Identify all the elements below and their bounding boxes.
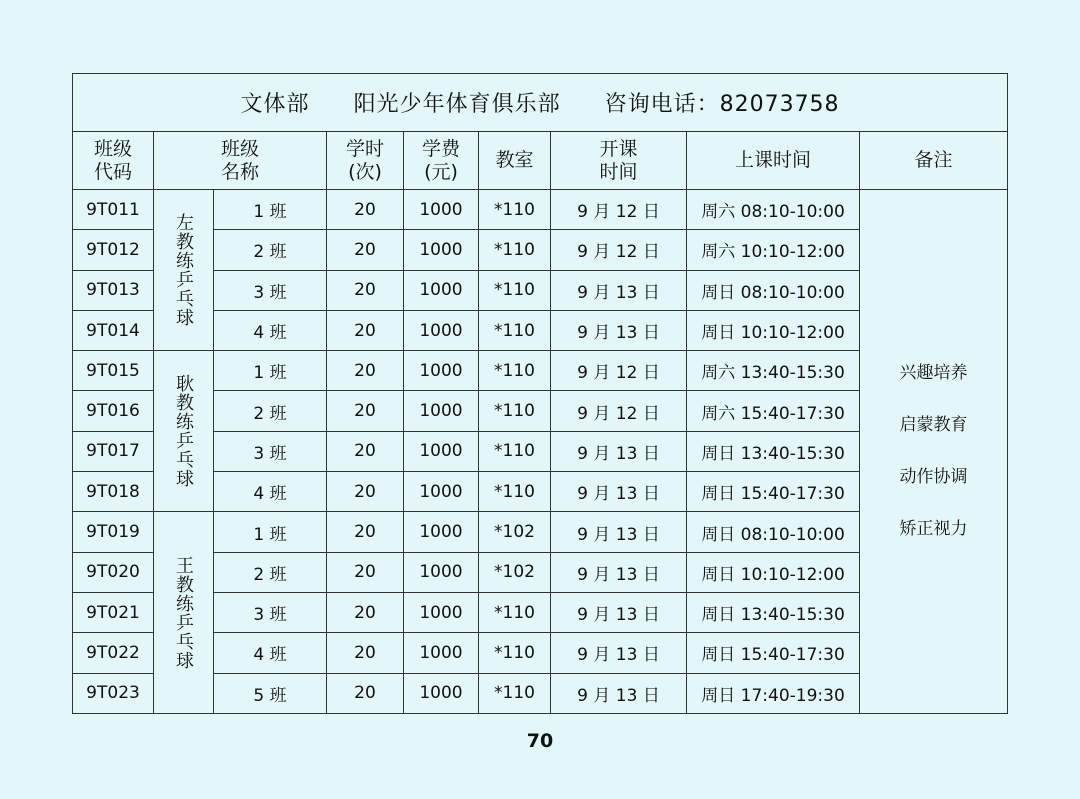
class-hours: 20	[327, 270, 404, 310]
class-fee: 1000	[404, 270, 479, 310]
schedule-sheet	[72, 73, 1007, 721]
class-hours: 20	[327, 351, 404, 391]
class-time: 周六 13:40-15:30	[687, 351, 860, 391]
class-hours: 20	[327, 310, 404, 350]
note-item: 动作协调	[899, 467, 968, 488]
coach-name: 左教练乒乓球	[173, 213, 194, 328]
class-fee: 1000	[404, 230, 479, 270]
class-time: 周日 13:40-15:30	[687, 592, 860, 632]
class-code: 9T023	[73, 673, 154, 713]
class-time: 周日 17:40-19:30	[687, 673, 860, 713]
class-fee: 1000	[404, 190, 479, 230]
classroom: *110	[479, 230, 551, 270]
start-date: 9 月 13 日	[551, 270, 687, 310]
class-code: 9T021	[73, 592, 154, 632]
start-date: 9 月 13 日	[551, 431, 687, 471]
class-hours: 20	[327, 472, 404, 512]
class-schedule-table	[72, 73, 1008, 714]
classroom: *110	[479, 431, 551, 471]
class-name: 3 班	[214, 270, 327, 310]
start-date: 9 月 12 日	[551, 391, 687, 431]
start-date: 9 月 13 日	[551, 552, 687, 592]
class-code: 9T012	[73, 230, 154, 270]
class-name: 5 班	[214, 673, 327, 713]
coach-cell	[154, 351, 214, 512]
class-name: 3 班	[214, 431, 327, 471]
header-fee: 学费 (元)	[404, 132, 479, 190]
class-fee: 1000	[404, 472, 479, 512]
header-start: 开课 时间	[551, 132, 687, 190]
class-hours: 20	[327, 431, 404, 471]
class-name: 1 班	[214, 190, 327, 230]
start-date: 9 月 12 日	[551, 190, 687, 230]
classroom: *110	[479, 472, 551, 512]
classroom: *110	[479, 351, 551, 391]
club-name: 阳光少年体育俱乐部	[353, 92, 561, 117]
class-name: 2 班	[214, 552, 327, 592]
class-name: 4 班	[214, 310, 327, 350]
start-date: 9 月 13 日	[551, 472, 687, 512]
class-time: 周日 15:40-17:30	[687, 633, 860, 673]
class-name: 2 班	[214, 230, 327, 270]
note-item: 矫正视力	[899, 519, 968, 540]
class-fee: 1000	[404, 552, 479, 592]
note-item: 启蒙教育	[899, 415, 968, 436]
header-note: 备注	[860, 132, 1008, 190]
class-time: 周日 10:10-12:00	[687, 310, 860, 350]
table-title	[73, 74, 1008, 132]
class-hours: 20	[327, 391, 404, 431]
table-row	[73, 190, 1008, 230]
start-date: 9 月 13 日	[551, 512, 687, 552]
class-fee: 1000	[404, 633, 479, 673]
start-date: 9 月 12 日	[551, 230, 687, 270]
classroom: *110	[479, 391, 551, 431]
class-name: 3 班	[214, 592, 327, 632]
class-code: 9T016	[73, 391, 154, 431]
class-hours: 20	[327, 230, 404, 270]
class-name: 2 班	[214, 391, 327, 431]
notes-cell	[860, 190, 1008, 714]
class-fee: 1000	[404, 431, 479, 471]
start-date: 9 月 13 日	[551, 633, 687, 673]
start-date: 9 月 13 日	[551, 592, 687, 632]
classroom: *110	[479, 190, 551, 230]
class-fee: 1000	[404, 592, 479, 632]
classroom: *102	[479, 512, 551, 552]
class-hours: 20	[327, 552, 404, 592]
header-hours: 学时 (次)	[327, 132, 404, 190]
class-time: 周日 10:10-12:00	[687, 552, 860, 592]
class-code: 9T017	[73, 431, 154, 471]
phone-info: 咨询电话：82073758	[604, 92, 840, 117]
class-hours: 20	[327, 673, 404, 713]
class-time: 周日 08:10-10:00	[687, 512, 860, 552]
class-name: 1 班	[214, 512, 327, 552]
class-time: 周六 15:40-17:30	[687, 391, 860, 431]
title-row	[73, 74, 1008, 132]
start-date: 9 月 13 日	[551, 310, 687, 350]
class-name: 4 班	[214, 633, 327, 673]
class-code: 9T022	[73, 633, 154, 673]
class-fee: 1000	[404, 391, 479, 431]
header-row	[73, 132, 1008, 190]
classroom: *110	[479, 592, 551, 632]
class-code: 9T015	[73, 351, 154, 391]
class-hours: 20	[327, 633, 404, 673]
class-code: 9T019	[73, 512, 154, 552]
class-time: 周日 08:10-10:00	[687, 270, 860, 310]
class-hours: 20	[327, 592, 404, 632]
classroom: *102	[479, 552, 551, 592]
classroom: *110	[479, 270, 551, 310]
class-time: 周日 15:40-17:30	[687, 472, 860, 512]
classroom: *110	[479, 633, 551, 673]
class-fee: 1000	[404, 673, 479, 713]
class-fee: 1000	[404, 351, 479, 391]
start-date: 9 月 12 日	[551, 351, 687, 391]
class-code: 9T011	[73, 190, 154, 230]
class-time: 周六 08:10-10:00	[687, 190, 860, 230]
coach-cell	[154, 190, 214, 351]
header-name: 班级 名称	[154, 132, 327, 190]
header-time: 上课时间	[687, 132, 860, 190]
class-code: 9T014	[73, 310, 154, 350]
coach-name: 耿教练乒乓球	[173, 374, 194, 489]
header-room: 教室	[479, 132, 551, 190]
header-code: 班级 代码	[73, 132, 154, 190]
class-time: 周六 10:10-12:00	[687, 230, 860, 270]
class-fee: 1000	[404, 512, 479, 552]
class-hours: 20	[327, 190, 404, 230]
note-item: 兴趣培养	[899, 363, 968, 384]
coach-cell	[154, 512, 214, 713]
start-date: 9 月 13 日	[551, 673, 687, 713]
page-number: 70	[526, 730, 554, 752]
class-code: 9T013	[73, 270, 154, 310]
class-time: 周日 13:40-15:30	[687, 431, 860, 471]
classroom: *110	[479, 310, 551, 350]
class-code: 9T020	[73, 552, 154, 592]
coach-name: 王教练乒乓球	[173, 555, 194, 670]
dept-name: 文体部	[240, 92, 310, 117]
class-fee: 1000	[404, 310, 479, 350]
class-code: 9T018	[73, 472, 154, 512]
classroom: *110	[479, 673, 551, 713]
class-hours: 20	[327, 512, 404, 552]
class-name: 1 班	[214, 351, 327, 391]
class-name: 4 班	[214, 472, 327, 512]
